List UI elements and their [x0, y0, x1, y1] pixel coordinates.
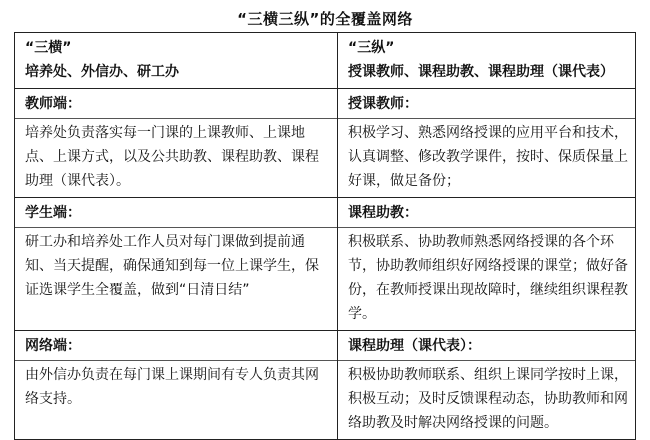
section-title: 网络端： [25, 338, 81, 354]
header-cell-horizontal [15, 33, 338, 89]
header-units-vertical: 授课教师、课程助教、课程助理（课代表） [348, 64, 614, 80]
header-label-horizontal: “三横” [25, 40, 72, 56]
section-title: 课程助理（课代表）： [348, 338, 481, 354]
section-body: 由外信办负责在每门课上课期间有专人负责其网络支持。 [25, 367, 319, 407]
section-body: 积极协助教师联系、组织上课同学按时上课，积极互动；及时反馈课程动态，协助教师和网络助教及时解决网络授课的问题。 [348, 367, 628, 431]
table-row [15, 198, 636, 331]
cell-student-end [15, 198, 338, 331]
table-header-row [15, 33, 636, 89]
table-row [15, 89, 636, 198]
divider [15, 360, 337, 361]
section-title: 课程助教： [348, 205, 418, 221]
document-title: “三横三纵”的全覆盖网络 [237, 10, 413, 28]
divider [338, 118, 635, 119]
section-title: 教师端： [25, 96, 81, 112]
header-label-vertical: “三纵” [348, 40, 395, 56]
cell-lecturer [338, 89, 636, 198]
divider [338, 227, 635, 228]
header-cell-vertical [338, 33, 636, 89]
section-body: 积极学习、熟悉网络授课的应用平台和技术，认真调整、修改教学课件，按时、保质保量上好课，做足备份； [348, 125, 628, 189]
section-body: 积极联系、协助教师熟悉网络授课的各个环节，协助教师组织好网络授课的课堂；做好备份，在教师授课出现故障时，继续组织课程教学。 [348, 234, 628, 322]
table-row [15, 331, 636, 440]
cell-network-end [15, 331, 338, 440]
section-title: 授课教师： [348, 96, 418, 112]
section-body: 研工办和培养处工作人员对每门课做到提前通知、当天提醒，确保通知到每一位上课学生，保证选课学生全覆盖，做到“日清日结” [25, 234, 319, 298]
header-units-horizontal: 培养处、外信办、研工办 [25, 64, 179, 80]
divider [338, 360, 635, 361]
cell-course-ta [338, 198, 636, 331]
section-title: 学生端： [25, 205, 81, 221]
cell-teacher-end [15, 89, 338, 198]
coverage-table [14, 32, 636, 440]
divider [15, 118, 337, 119]
divider [15, 227, 337, 228]
cell-course-assistant [338, 331, 636, 440]
section-body: 培养处负责落实每一门课的上课教师、上课地点、上课方式，以及公共助教、课程助教、课程助理（课代表）。 [25, 125, 319, 189]
